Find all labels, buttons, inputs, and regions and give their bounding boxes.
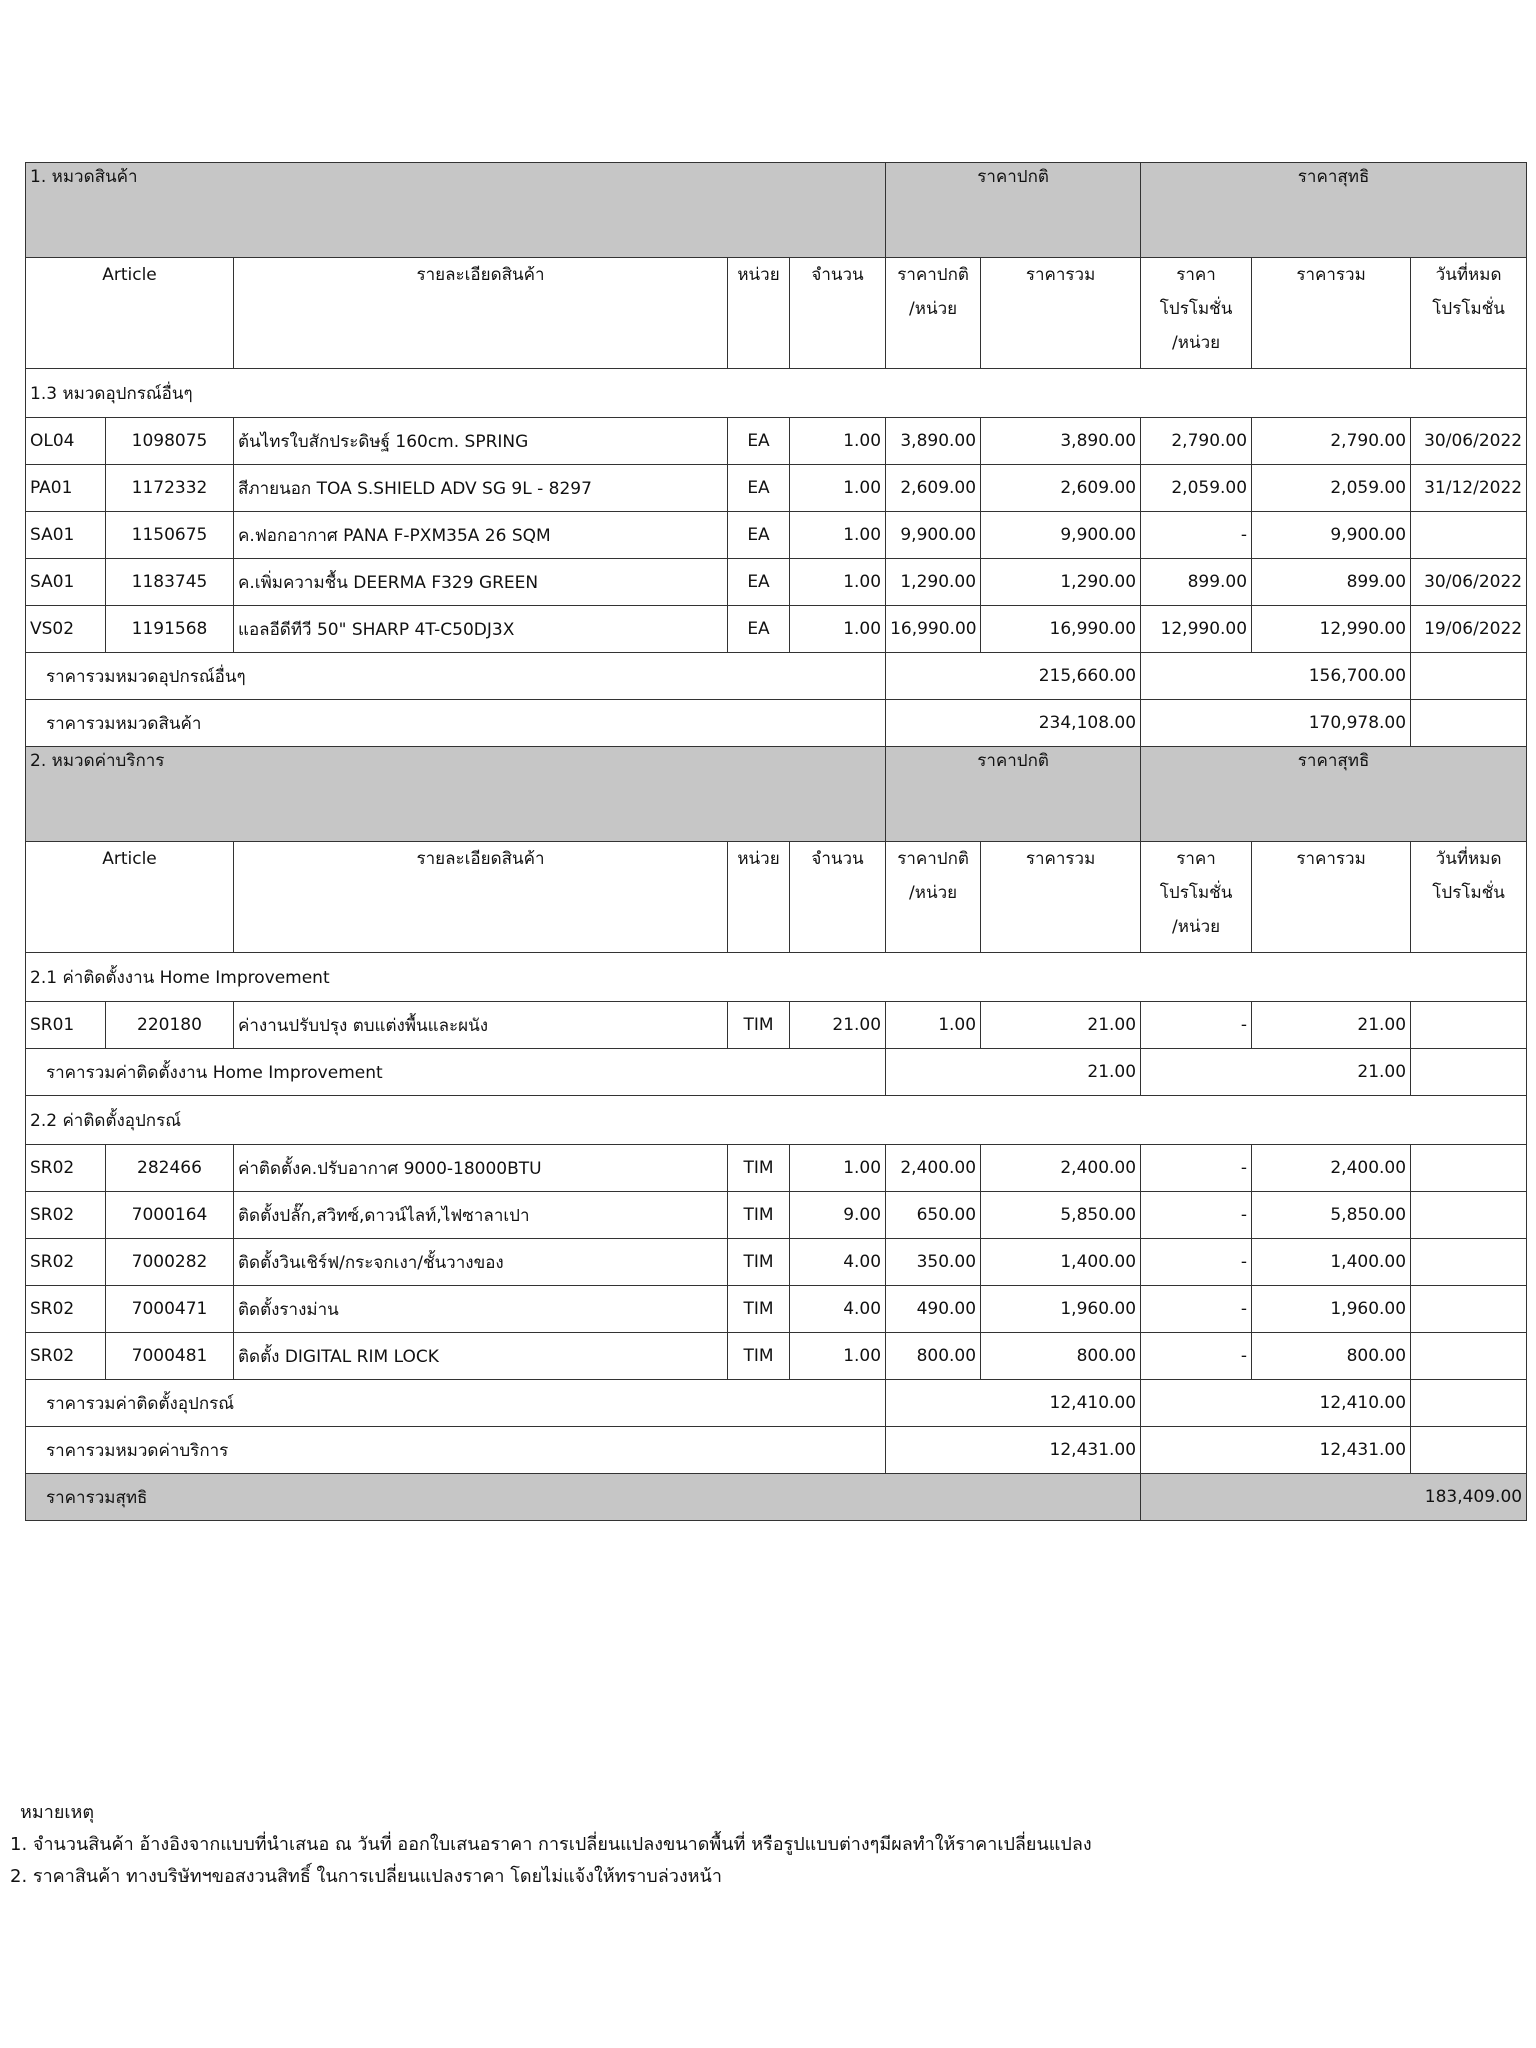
net-price-header: ราคาสุทธิ: [1141, 747, 1527, 842]
cell-total: 1,960.00: [981, 1286, 1141, 1333]
subtotal-row: [26, 700, 1527, 747]
cell-unit: TIM: [728, 1333, 790, 1380]
table-row: [26, 559, 1527, 606]
cell-description: ค.ฟอกอากาศ PANA F-PXM35A 26 SQM: [234, 512, 728, 559]
cell-article: 1150675: [106, 512, 234, 559]
cell-promo-end: 30/06/2022: [1411, 559, 1527, 606]
cell-article: 1191568: [106, 606, 234, 653]
cell-promo-total: 2,790.00: [1252, 418, 1411, 465]
subtotal-net: 21.00: [1141, 1049, 1411, 1096]
cell-promo-price: -: [1141, 1239, 1252, 1286]
col-promo-price: [1141, 842, 1252, 953]
cell-unit: TIM: [728, 1239, 790, 1286]
table-row: [26, 418, 1527, 465]
cell-description: สีภายนอก TOA S.SHIELD ADV SG 9L - 8297: [234, 465, 728, 512]
cell-promo-price: 2,059.00: [1141, 465, 1252, 512]
table-row: [26, 1145, 1527, 1192]
cell-qty: 1.00: [790, 1145, 886, 1192]
subcategory-row: [26, 369, 1527, 418]
cell-article: 282466: [106, 1145, 234, 1192]
cell-promo-price: -: [1141, 1145, 1252, 1192]
col-promo-end-line1: วันที่หมด: [1435, 849, 1502, 869]
cell-description: ติดตั้งวินเชิร์ฟ/กระจกเงา/ชั้นวางของ: [234, 1239, 728, 1286]
cell-promo-end: 31/12/2022: [1411, 465, 1527, 512]
subtotal-regular: 12,410.00: [886, 1380, 1141, 1427]
cell-unit-price: 3,890.00: [886, 418, 981, 465]
cell-promo-price: 899.00: [1141, 559, 1252, 606]
cell-code: SR02: [26, 1333, 106, 1380]
col-promo-line3: /หน่วย: [1172, 917, 1221, 937]
cell-unit-price: 1.00: [886, 1002, 981, 1049]
cell-promo-total: 12,990.00: [1252, 606, 1411, 653]
col-promo-total: ราคารวม: [1252, 842, 1411, 953]
cell-total: 2,609.00: [981, 465, 1141, 512]
col-unit: หน่วย: [728, 842, 790, 953]
cell-unit-price: 350.00: [886, 1239, 981, 1286]
cell-unit: TIM: [728, 1286, 790, 1333]
subtotal-empty: [1411, 1380, 1527, 1427]
col-description: รายละเอียดสินค้า: [234, 842, 728, 953]
subtotal-empty: [1411, 653, 1527, 700]
subtotal-regular: 215,660.00: [886, 653, 1141, 700]
cell-unit-price: 16,990.00: [886, 606, 981, 653]
col-unit-price: [886, 258, 981, 369]
cell-unit: EA: [728, 559, 790, 606]
col-unit-price-line1: ราคาปกติ: [897, 265, 969, 285]
section-header: [26, 163, 1527, 258]
cell-unit: EA: [728, 418, 790, 465]
col-promo-end: [1411, 842, 1527, 953]
cell-promo-total: 2,400.00: [1252, 1145, 1411, 1192]
cell-description: ต้นไทรใบสักประดิษฐ์ 160cm. SPRING: [234, 418, 728, 465]
col-article: Article: [26, 258, 234, 369]
cell-total: 1,290.00: [981, 559, 1141, 606]
cell-description: ติดตั้งรางม่าน: [234, 1286, 728, 1333]
cell-unit: TIM: [728, 1145, 790, 1192]
cell-promo-price: 12,990.00: [1141, 606, 1252, 653]
cell-article: 1172332: [106, 465, 234, 512]
col-unit-price: [886, 842, 981, 953]
cell-total: 21.00: [981, 1002, 1141, 1049]
regular-price-header: ราคาปกติ: [886, 747, 1141, 842]
subtotal-regular: 12,431.00: [886, 1427, 1141, 1474]
cell-unit: EA: [728, 606, 790, 653]
net-price-header: ราคาสุทธิ: [1141, 163, 1527, 258]
table-row: [26, 606, 1527, 653]
cell-code: VS02: [26, 606, 106, 653]
cell-promo-total: 899.00: [1252, 559, 1411, 606]
subtotal-label: ราคารวมหมวดอุปกรณ์อื่นๆ: [26, 653, 886, 700]
cell-promo-end: [1411, 512, 1527, 559]
cell-article: 7000481: [106, 1333, 234, 1380]
cell-unit: TIM: [728, 1192, 790, 1239]
col-qty: จำนวน: [790, 842, 886, 953]
col-description: รายละเอียดสินค้า: [234, 258, 728, 369]
table-row: [26, 1239, 1527, 1286]
subtotal-label: ราคารวมค่าติดตั้งงาน Home Improvement: [26, 1049, 886, 1096]
cell-article: 1098075: [106, 418, 234, 465]
column-header-row: [26, 842, 1527, 953]
cell-code: SR02: [26, 1239, 106, 1286]
table-row: [26, 1002, 1527, 1049]
cell-qty: 4.00: [790, 1286, 886, 1333]
grand-total-label: ราคารวมสุทธิ: [26, 1474, 1141, 1521]
cell-unit: EA: [728, 512, 790, 559]
cell-code: SA01: [26, 512, 106, 559]
cell-promo-price: -: [1141, 512, 1252, 559]
cell-promo-price: -: [1141, 1002, 1252, 1049]
cell-promo-end: 19/06/2022: [1411, 606, 1527, 653]
cell-description: ติดตั้ง DIGITAL RIM LOCK: [234, 1333, 728, 1380]
table-row: [26, 1192, 1527, 1239]
subtotal-label: ราคารวมหมวดสินค้า: [26, 700, 886, 747]
cell-promo-end: [1411, 1286, 1527, 1333]
subtotal-label: ราคารวมหมวดค่าบริการ: [26, 1427, 886, 1474]
cell-article: 7000471: [106, 1286, 234, 1333]
note-item: 2. ราคาสินค้า ทางบริษัทฯขอสงวนสิทธิ์ ในการเปลี่ยนแปลงราคา โดยไม่แจ้งให้ทราบล่วงหน้า: [10, 1866, 722, 1887]
subtotal-regular: 21.00: [886, 1049, 1141, 1096]
subtotal-net: 170,978.00: [1141, 700, 1411, 747]
cell-article: 220180: [106, 1002, 234, 1049]
subtotal-net: 12,431.00: [1141, 1427, 1411, 1474]
subtotal-net: 12,410.00: [1141, 1380, 1411, 1427]
cell-promo-total: 21.00: [1252, 1002, 1411, 1049]
cell-total: 2,400.00: [981, 1145, 1141, 1192]
note-item: 1. จำนวนสินค้า อ้างอิงจากแบบที่นำเสนอ ณ วันที่ ออกใบเสนอราคา การเปลี่ยนแปลงขนาดพื้นที่ หรือรูปแบบต่างๆมีผลทำให้ราคาเปลี่ยนแปลง: [10, 1834, 1092, 1855]
col-promo-total: ราคารวม: [1252, 258, 1411, 369]
cell-total: 16,990.00: [981, 606, 1141, 653]
cell-qty: 1.00: [790, 418, 886, 465]
section-header: [26, 747, 1527, 842]
col-total: ราคารวม: [981, 842, 1141, 953]
col-promo-end-line2: โปรโมชั่น: [1432, 883, 1505, 903]
subcategory-row: [26, 953, 1527, 1002]
cell-unit-price: 2,400.00: [886, 1145, 981, 1192]
cell-unit-price: 2,609.00: [886, 465, 981, 512]
table-row: [26, 1286, 1527, 1333]
cell-qty: 4.00: [790, 1239, 886, 1286]
cell-promo-end: [1411, 1239, 1527, 1286]
cell-code: OL04: [26, 418, 106, 465]
cell-promo-total: 1,400.00: [1252, 1239, 1411, 1286]
cell-promo-total: 800.00: [1252, 1333, 1411, 1380]
col-promo-end-line1: วันที่หมด: [1435, 265, 1502, 285]
cell-unit-price: 650.00: [886, 1192, 981, 1239]
col-unit-price-line1: ราคาปกติ: [897, 849, 969, 869]
cell-article: 1183745: [106, 559, 234, 606]
cell-code: SR02: [26, 1145, 106, 1192]
regular-price-header: ราคาปกติ: [886, 163, 1141, 258]
quotation-table: [25, 162, 1527, 1521]
cell-promo-price: -: [1141, 1192, 1252, 1239]
col-promo-line1: ราคา: [1176, 849, 1216, 869]
cell-code: SR02: [26, 1192, 106, 1239]
cell-code: SR01: [26, 1002, 106, 1049]
notes-title: หมายเหตุ: [20, 1802, 95, 1823]
cell-promo-price: -: [1141, 1333, 1252, 1380]
cell-total: 3,890.00: [981, 418, 1141, 465]
subtotal-empty: [1411, 700, 1527, 747]
section-title: 2. หมวดค่าบริการ: [26, 747, 886, 842]
cell-qty: 1.00: [790, 465, 886, 512]
col-unit: หน่วย: [728, 258, 790, 369]
cell-unit: EA: [728, 465, 790, 512]
col-promo-end: [1411, 258, 1527, 369]
cell-qty: 9.00: [790, 1192, 886, 1239]
cell-description: ค่างานปรับปรุง ตบแต่งพื้นและผนัง: [234, 1002, 728, 1049]
col-article: Article: [26, 842, 234, 953]
col-qty: จำนวน: [790, 258, 886, 369]
notes: [10, 1797, 1092, 1893]
col-promo-price: [1141, 258, 1252, 369]
cell-description: แอลอีดีทีวี 50" SHARP 4T-C50DJ3X: [234, 606, 728, 653]
col-promo-line2: โปรโมชั่น: [1159, 299, 1233, 319]
cell-promo-end: 30/06/2022: [1411, 418, 1527, 465]
cell-promo-total: 9,900.00: [1252, 512, 1411, 559]
cell-unit: TIM: [728, 1002, 790, 1049]
cell-description: ค่าติดตั้งค.ปรับอากาศ 9000-18000BTU: [234, 1145, 728, 1192]
grand-total-value: 183,409.00: [1141, 1474, 1527, 1521]
cell-total: 9,900.00: [981, 512, 1141, 559]
cell-qty: 1.00: [790, 1333, 886, 1380]
cell-total: 1,400.00: [981, 1239, 1141, 1286]
column-header-row: [26, 258, 1527, 369]
cell-promo-price: 2,790.00: [1141, 418, 1252, 465]
cell-article: 7000282: [106, 1239, 234, 1286]
cell-unit-price: 490.00: [886, 1286, 981, 1333]
cell-unit-price: 1,290.00: [886, 559, 981, 606]
cell-article: 7000164: [106, 1192, 234, 1239]
subtotal-empty: [1411, 1049, 1527, 1096]
cell-code: SR02: [26, 1286, 106, 1333]
cell-promo-end: [1411, 1333, 1527, 1380]
col-promo-line3: /หน่วย: [1172, 333, 1221, 353]
col-promo-line1: ราคา: [1176, 265, 1216, 285]
cell-promo-total: 2,059.00: [1252, 465, 1411, 512]
cell-description: ค.เพิ่มความชื้น DEERMA F329 GREEN: [234, 559, 728, 606]
cell-unit-price: 800.00: [886, 1333, 981, 1380]
subcategory-title: 2.2 ค่าติดตั้งอุปกรณ์: [26, 1096, 1527, 1145]
subtotal-row: [26, 1049, 1527, 1096]
cell-qty: 1.00: [790, 512, 886, 559]
cell-code: SA01: [26, 559, 106, 606]
cell-promo-end: [1411, 1002, 1527, 1049]
subtotal-label: ราคารวมค่าติดตั้งอุปกรณ์: [26, 1380, 886, 1427]
cell-promo-total: 5,850.00: [1252, 1192, 1411, 1239]
table-row: [26, 465, 1527, 512]
subcategory-title: 2.1 ค่าติดตั้งงาน Home Improvement: [26, 953, 1527, 1002]
subtotal-row: [26, 1427, 1527, 1474]
subtotal-row: [26, 653, 1527, 700]
cell-qty: 21.00: [790, 1002, 886, 1049]
subcategory-title: 1.3 หมวดอุปกรณ์อื่นๆ: [26, 369, 1527, 418]
col-unit-price-line2: /หน่วย: [909, 299, 958, 319]
subcategory-row: [26, 1096, 1527, 1145]
section-title: 1. หมวดสินค้า: [26, 163, 886, 258]
table-row: [26, 1333, 1527, 1380]
cell-promo-total: 1,960.00: [1252, 1286, 1411, 1333]
subtotal-regular: 234,108.00: [886, 700, 1141, 747]
col-total: ราคารวม: [981, 258, 1141, 369]
subtotal-row: [26, 1380, 1527, 1427]
cell-total: 800.00: [981, 1333, 1141, 1380]
cell-unit-price: 9,900.00: [886, 512, 981, 559]
cell-description: ติดตั้งปลั๊ก,สวิทซ์,ดาวน์ไลท์,ไฟซาลาเปา: [234, 1192, 728, 1239]
subtotal-empty: [1411, 1427, 1527, 1474]
cell-promo-price: -: [1141, 1286, 1252, 1333]
cell-promo-end: [1411, 1145, 1527, 1192]
col-promo-end-line2: โปรโมชั่น: [1432, 299, 1505, 319]
cell-qty: 1.00: [790, 606, 886, 653]
cell-code: PA01: [26, 465, 106, 512]
grand-total-row: [26, 1474, 1527, 1521]
table-row: [26, 512, 1527, 559]
cell-qty: 1.00: [790, 559, 886, 606]
cell-promo-end: [1411, 1192, 1527, 1239]
col-unit-price-line2: /หน่วย: [909, 883, 958, 903]
col-promo-line2: โปรโมชั่น: [1159, 883, 1233, 903]
cell-total: 5,850.00: [981, 1192, 1141, 1239]
subtotal-net: 156,700.00: [1141, 653, 1411, 700]
